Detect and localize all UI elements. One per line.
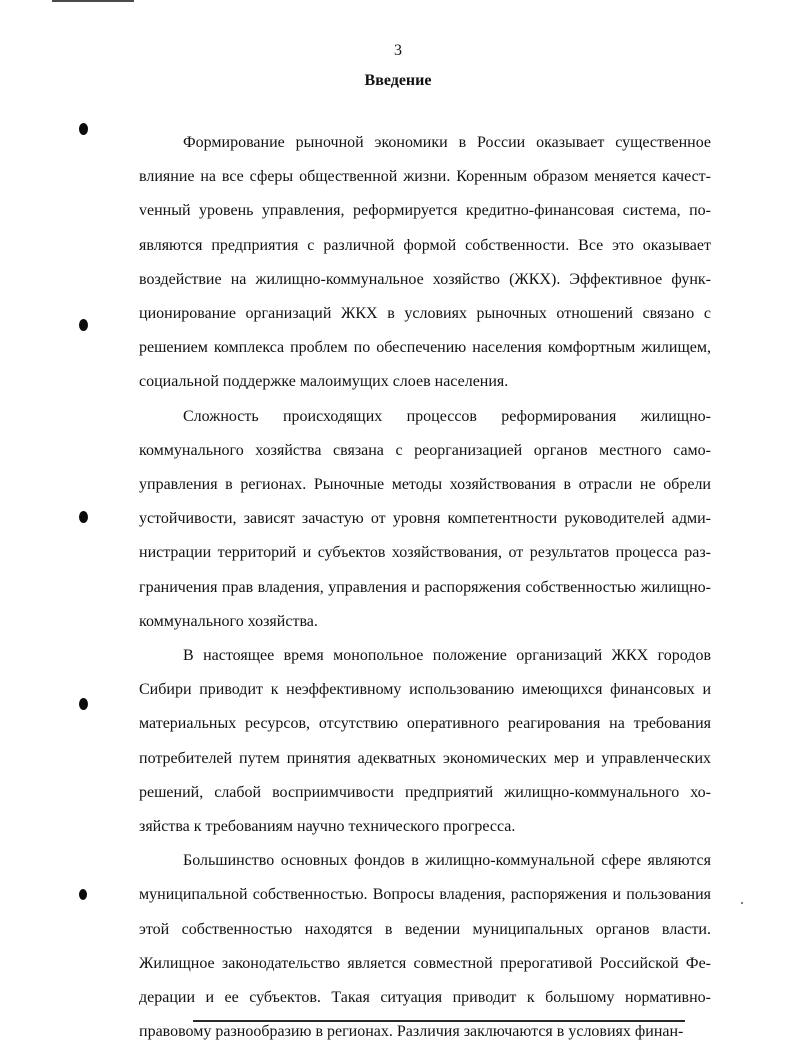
scan-speck — [741, 902, 743, 904]
page-number: 3 — [394, 42, 402, 59]
binder-hole-5 — [79, 889, 87, 900]
binder-hole-3 — [79, 511, 88, 523]
section-title: Введение — [364, 72, 432, 89]
binder-hole-2 — [79, 319, 88, 331]
binder-hole-1 — [79, 123, 88, 135]
top-rule — [52, 0, 134, 2]
binder-hole-4 — [79, 698, 88, 710]
body-text — [139, 126, 711, 1049]
paragraph-4: Большинство основных фондов в жилищно-коммунальной сфере являются муниципальной собственностью. Вопросы владения, распоряжения и пользования этой собственностью находятся в ведении муниципальных органов власти. Жилищное законодательство является совместной прерогативой Российской Федерации и ее субъектов. Такая ситуация приводит к большому нормативно-правовому разнообразию в регионах. Различия заключаются в условиях финан- — [139, 852, 711, 1041]
paragraph-3: В настоящее время монопольное положение организаций ЖКХ городов Сибири приводит к неэффективному использованию имеющихся финансовых и материальных ресурсов, отсутствию оперативного реагирования на требования потребителей путем принятия адекватных экономических мер и управленческих решений, слабой восприимчивости предприятий жилищно-коммунального хозяйства к требованиям научно технического прогресса. — [139, 647, 711, 836]
bottom-rule — [193, 1020, 685, 1022]
paragraph-1: Формирование рыночной экономики в России оказывает существенное влияние на все сферы общественной жизни. Коренным образом меняется качестvенный уровень управления, реформируется кредитно-финансовая система, появляются предприятия с различной формой собственности. Все это оказывает воздействие на жилищно-коммунальное хозяйство (ЖКХ). Эффективное функционирование организаций ЖКХ в условиях рыночных отношений связано с решением комплекса проблем по обеспечению населения комфортным жилищем, социальной поддержке малоимущих слоев населения. — [139, 134, 711, 391]
paragraph-2: Сложность происходящих процессов реформирования жилищно-коммунального хозяйства связана с реорганизацией органов местного самоуправления в регионах. Рыночные методы хозяйствования в отрасли не обрели устойчивости, зависят зачастую от уровня компетентности руководителей администрации территорий и субъектов хозяйствования, от результатов процесса разграничения прав владения, управления и распоряжения собственностью жилищно-коммунального хозяйства. — [139, 407, 711, 630]
